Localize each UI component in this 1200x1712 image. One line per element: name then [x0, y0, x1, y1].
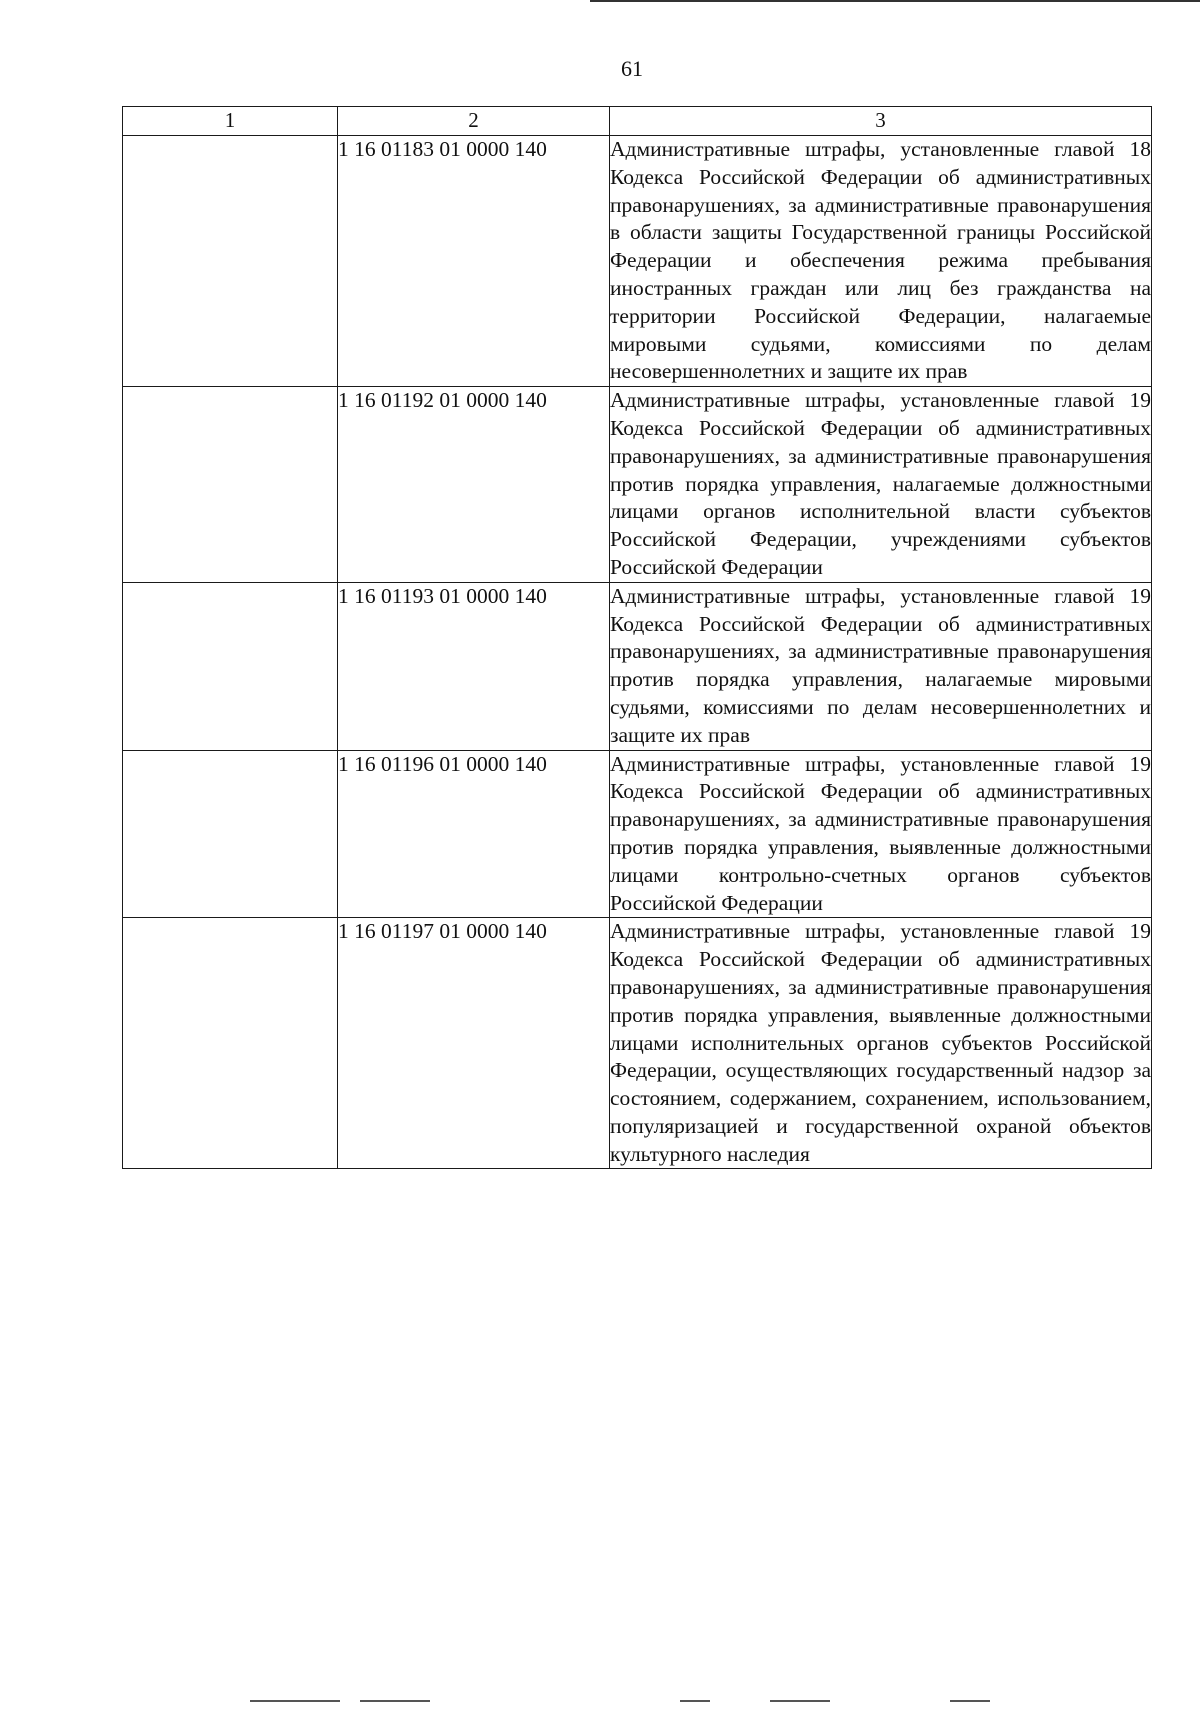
empty-cell [123, 750, 338, 918]
description-cell: Административные штрафы, установленные главой 18 Кодекса Российской Федерации об административных правонарушениях, за административные правонарушения в области защиты Государственной границы Российской Федерации и обеспечения режима пребывания иностранных граждан или лиц без гражданства на территории Российской Федерации, налагаемые мировыми судьями, комиссиями по делам несовершеннолетних и защите их прав [610, 136, 1152, 387]
top-edge-rule [590, 0, 1200, 2]
table-body [123, 107, 1152, 1169]
empty-cell [123, 136, 338, 387]
table-row [123, 387, 1152, 583]
page-number: 61 [621, 56, 643, 81]
column-header-1: 1 [123, 107, 338, 136]
empty-cell [123, 387, 338, 583]
budget-code-cell: 1 16 01192 01 0000 140 [338, 387, 610, 583]
table-row [123, 136, 1152, 387]
empty-cell [123, 918, 338, 1169]
description-cell: Административные штрафы, установленные главой 19 Кодекса Российской Федерации об административных правонарушениях, за административные правонарушения против порядка управления, налагаемые должностными лицами органов исполнительной власти субъектов Российской Федерации, учреждениями субъектов Российской Федерации [610, 387, 1152, 583]
column-header-3: 3 [610, 107, 1152, 136]
description-cell: Административные штрафы, установленные главой 19 Кодекса Российской Федерации об административных правонарушениях, за административные правонарушения против порядка управления, налагаемые мировыми судьями, комиссиями по делам несовершеннолетних и защите их прав [610, 582, 1152, 750]
table-row [123, 582, 1152, 750]
description-cell: Административные штрафы, установленные главой 19 Кодекса Российской Федерации об административных правонарушениях, за административные правонарушения против порядка управления, выявленные должностными лицами контрольно-счетных органов субъектов Российской Федерации [610, 750, 1152, 918]
description-cell: Административные штрафы, установленные главой 19 Кодекса Российской Федерации об административных правонарушениях, за административные правонарушения против порядка управления, выявленные должностными лицами исполнительных органов субъектов Российской Федерации, осуществляющих государственный надзор за состоянием, содержанием, сохранением, использованием, популяризацией и государственной охраной объектов культурного наследия [610, 918, 1152, 1169]
table-header-row [123, 107, 1152, 136]
scan-edge-marks [250, 1700, 1130, 1704]
classification-table [122, 106, 1152, 1169]
budget-code-cell: 1 16 01196 01 0000 140 [338, 750, 610, 918]
empty-cell [123, 582, 338, 750]
table-row [123, 918, 1152, 1169]
budget-code-cell: 1 16 01197 01 0000 140 [338, 918, 610, 1169]
table-row [123, 750, 1152, 918]
column-header-2: 2 [338, 107, 610, 136]
budget-code-cell: 1 16 01193 01 0000 140 [338, 582, 610, 750]
budget-code-cell: 1 16 01183 01 0000 140 [338, 136, 610, 387]
